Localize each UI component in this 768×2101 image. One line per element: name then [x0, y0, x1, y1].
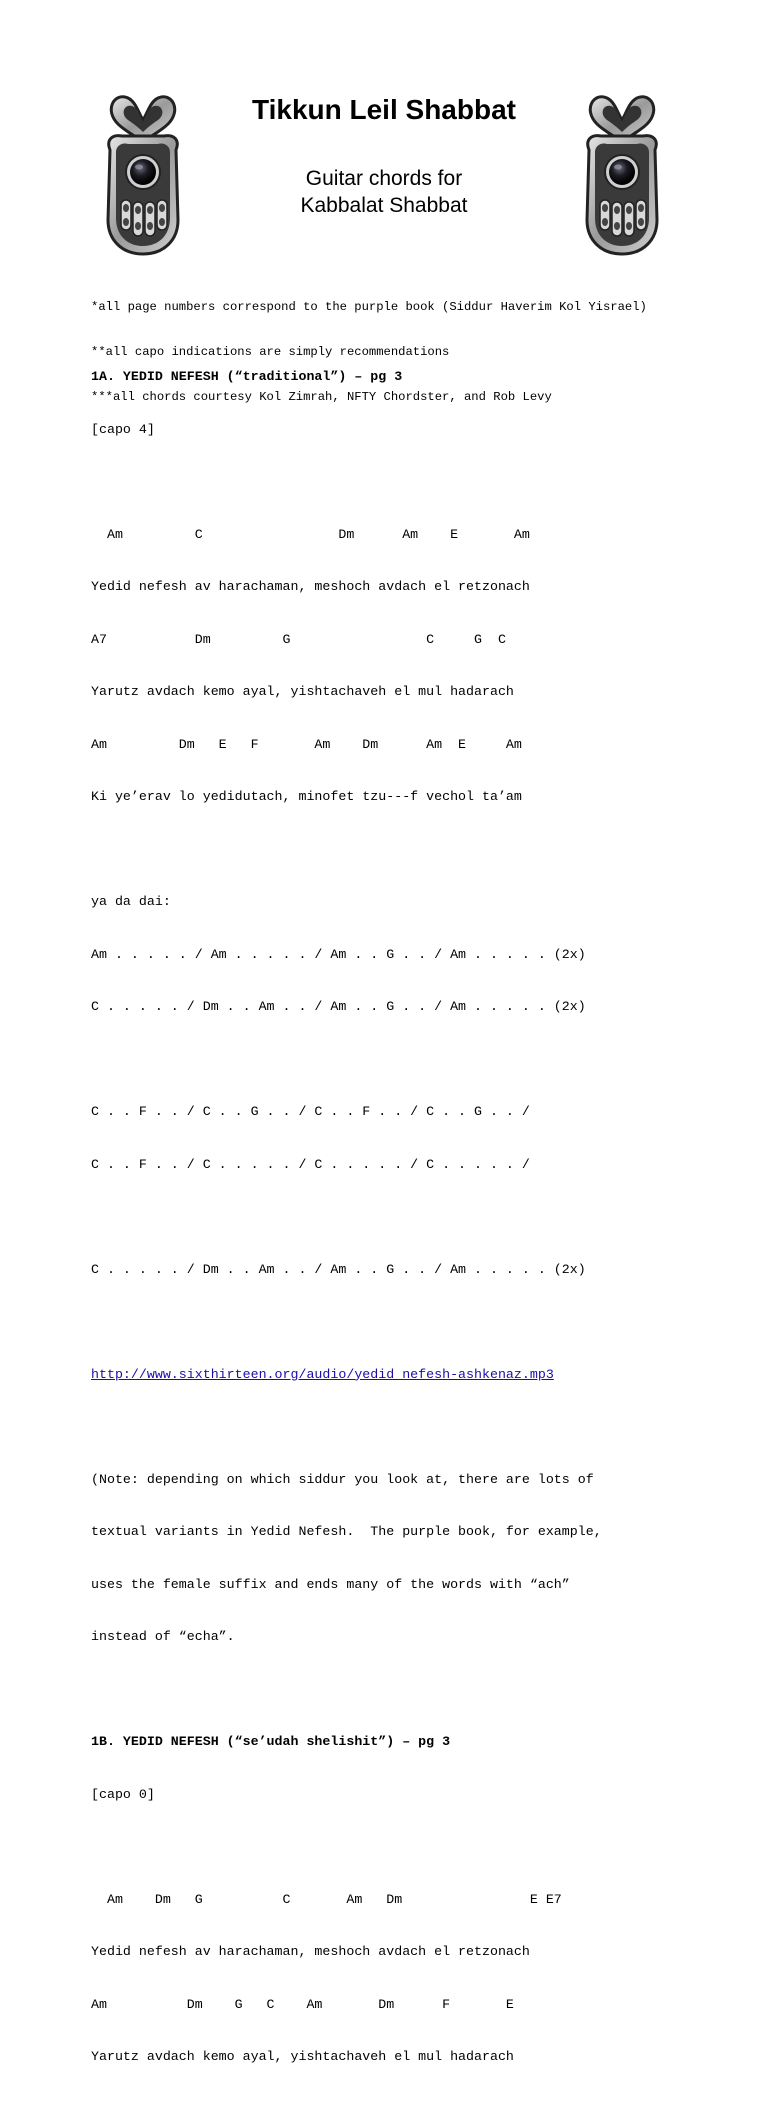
chord-line: Am Dm G C Am Dm F E: [91, 1996, 514, 2012]
footnote-page-numbers: *all page numbers correspond to the purple book (Siddur Haverim Kol Yisrael): [91, 300, 647, 314]
lyric-line: Yedid nefesh av harachaman, meshoch avdach el retzonach: [91, 1944, 530, 1959]
subtitle-line-2: Kabbalat Shabbat: [300, 194, 468, 217]
note-line: uses the female suffix and ends many of the words with “ach”: [91, 1576, 570, 1592]
lyric-line: Yarutz avdach kemo ayal, yishtachaveh el mul hadarach: [91, 684, 514, 699]
chord-progression-line: C . . . . . / Dm . . Am . . / Am . . G . . / Am . . . . . (2x): [91, 1261, 586, 1277]
footnote-capo: **all capo indications are simply recommendations: [91, 345, 450, 359]
page-subtitle: [200, 165, 568, 219]
song-sheet: [91, 333, 751, 2101]
chord-progression-line: C . . F . . / C . . . . . / C . . . . . / C . . . . . /: [91, 1156, 530, 1172]
note-line: instead of “echa”.: [91, 1629, 235, 1644]
chord-progression-line: Am . . . . . / Am . . . . . / Am . . G . . / Am . . . . . (2x): [91, 946, 586, 962]
chord-line: Am Dm E F Am Dm Am E Am: [91, 736, 522, 752]
page-title: Tikkun Leil Shabbat: [252, 94, 516, 125]
footnote-credits: ***all chords courtesy Kol Zimrah, NFTY Chordster, and Rob Levy: [91, 390, 552, 404]
hamsa-right-icon: [571, 90, 673, 260]
song-1a-heading: 1A. YEDID NEFESH (“traditional”) – pg 3: [91, 369, 403, 384]
subtitle-line-1: Guitar chords for: [305, 167, 463, 190]
hamsa-left-icon: [92, 90, 194, 260]
lyric-line: Yedid nefesh av harachaman, meshoch avdach el retzonach: [91, 579, 530, 594]
chord-line: Am Dm G C Am Dm E E7: [91, 1891, 562, 1907]
song-1a-capo: [capo 4]: [91, 421, 155, 437]
chord-progression-line: C . . F . . / C . . G . . / C . . F . . / C . . G . . /: [91, 1104, 530, 1119]
chord-progression-line: C . . . . . / Dm . . Am . . / Am . . G . . / Am . . . . . (2x): [91, 999, 586, 1014]
chord-line: A7 Dm G C G C: [91, 631, 506, 647]
lyric-line: Yarutz avdach kemo ayal, yishtachaveh el mul hadarach: [91, 2049, 514, 2064]
lyric-line: Ki ye’erav lo yedidutach, minofet tzu---f vechol ta’am: [91, 789, 522, 804]
song-1b-heading: 1B. YEDID NEFESH (“se’udah shelishit”) – pg 3: [91, 1734, 451, 1749]
yadadai-label: ya da dai:: [91, 894, 171, 909]
note-line: textual variants in Yedid Nefesh. The purple book, for example,: [91, 1524, 602, 1539]
audio-link[interactable]: http://www.sixthirteen.org/audio/yedid_nefesh-ashkenaz.mp3: [91, 1366, 554, 1382]
note-line: (Note: depending on which siddur you look at, there are lots of: [91, 1471, 594, 1487]
song-1b-capo: [capo 0]: [91, 1786, 155, 1802]
chord-line: Am C Dm Am E Am: [91, 526, 530, 542]
